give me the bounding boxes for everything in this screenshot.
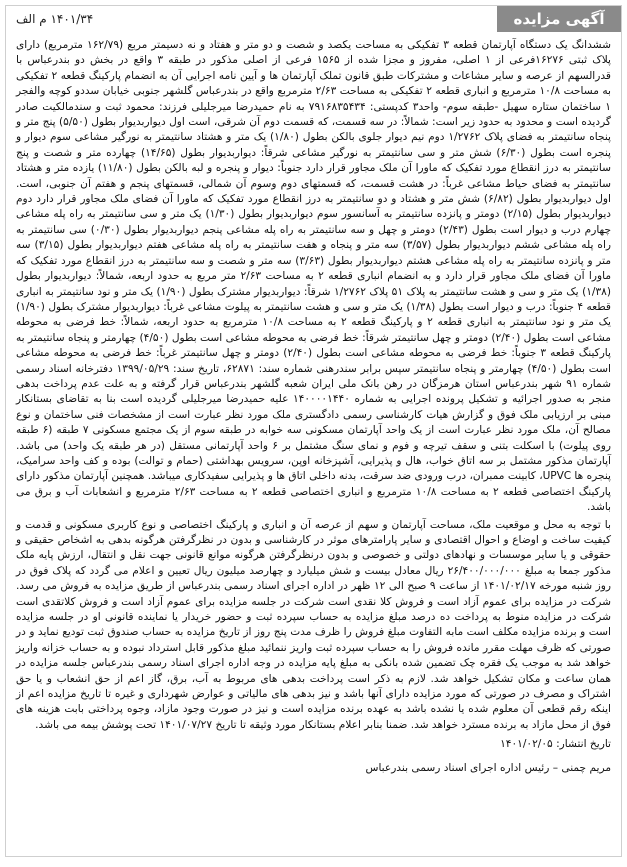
property-description-paragraph: ششدانگ یک دستگاه آپارتمان قطعه ۳ تفکیکی به مساحت یکصد و شصت و دو متر و هفتاد و نه دسیمتر مربع (۱۶۲/۷۹ مترمربع) دارای پلاک ثبتی ۱۶۲۷۶فرعی از ۱ اصلی، مفروز و مجزا شده از ۱۵۶۵ فرعی از اصلی مذکور در طبقه ۳ واقع در بخش دو بندرعباس با قدرالسهم از عرصه و سایر مشاعات و مشترکات طبق قانون تملک آپارتمان ها و آیین نامه اجرایی آن به انضمام پارکینگ قطعه ۲ تفکیکی به مساحت ۱۰/۸ مترمربع و انباری قطعه ۲ تفکیکی به مساحت ۲/۶۳ مترمربع واقع در بندرعباس گلشهر جنوبی خیابان سددو کوچه والفجر ۱ ساختمان ستاره سهیل -طبقه سوم- واحد۳ کدپستی: ۷۹۱۶۸۳۵۴۳۴ به نام حمیدرضا میرجلیلی فرزند: محمود ثبت و سندمالکیت صادر گردیده است و محدود به حدود زیر است: شمالاً: در سه قسمت، که قسمت دوم آن شرقی، است اول دیواربدیوار بطول (۵/۵۰) پنج متر و پنجاه سانتیمتر به فضای پلاک ۱/۲۷۶۲ دوم نیم دیوار جلوی بالکن بطول (۱/۸۰) یک متر و هشتاد سانتیمتر به نورگیر مشاعی سوم دیوار و پنجره است بطول (۶/۳۰) شش متر و سی سانتیمتر به نورگیر مشاعی شرقاً: دیواربدیوار بطول (۱۴/۶۵) چهارده متر و شصت و پنج سانتیمتر به درز انقطاع مورد تفکیک که ماورا آن ملک مجاور قرار دارد جنوباً: دیوار و پنجره و لبه بالکن بطول (۱۱/۸۰) یازده متر و هشتاد سانتیمتر به فضای حیاط مشاعی غرباً: در هشت قسمت، که قسمتهای دوم وسوم آن شمالی، قسمتهای پنجم و هفتم آن جنوبی، است. اول دیواربدیوار بطول (۶/۸۲) شش متر و هشتاد و دو سانتیمتر به درز انقطاع مورد تفکیک که ماورا آن فضای ملک مجاور قرار دارد دوم دیواربدیوار بطول (۲/۱۵) دومتر و پانزده سانتیمتر به آسانسور سوم دیواربدیوار بطول (۱/۳۰) یک متر و سی سانتیمتر به راه پله مشاعی چهارم درب و دیوار است بطول (۲/۴۳) دومتر و چهل و سه سانتیمتر به راه پله مشاعی پنجم دیواربدیوار بطول (۰/۳۰) سی سانتیمتر به راه پله مشاعی ششم دیواربدیوار بطول (۳/۵۷) سه متر و پنجاه و هفت سانتیمتر به راه پله مشاعی هفتم دیواربدیوار بطول (۳/۱۵) سه متر و پانزده سانتیمتر به راه پله مشاعی هشتم دیواربدیوار بطول (۳/۶۳) سه متر و شصت و سه سانتیمتر به درز انقطاع مورد تفکیک که ماورا آن فضای ملک مجاور قرار دارد و به انضمام انباری قطعه ۲ به مساحت ۲/۶۳ متر مربع به حدود اربعه، شمالاً: دیواربدیوار بطول (۱/۳۸) یک متر و سی و هشت سانتیمتر به پلاک ۵۱ پلاک ۱/۲۷۶۲ شرقاً: دیواربدیوار مشترک بطول (۱/۹۰) یک متر و نود سانتیمتر به انباری قطعه ۴ جنوباً: درب و دیوار است بطول (۱/۳۸) یک متر و سی و هشت سانتیمتر به پیلوت مشاعی غرباً: دیواربدیوار مشترک بطول (۱/۹۰) یک متر و نود سانتیمتر به انباری قطعه ۲ و پارکینگ قطعه ۲ به مساحت ۱۰/۸ مترمربع به حدود اربعه، شمالاً: خط فرضی به محوطه مشاعی است بطول (۲/۴۰) دومتر و چهل سانتیمتر شرقاً: خط فرضی به محوطه مشاعی است بطول (۴/۵۰) چهارمتر و پنجاه سانتیمتر به پارکینگ قطعه ۳ جنوباً: خط فرضی به محوطه مشاعی است بطول (۲/۴۰) دومتر و چهل سانتیمتر غرباً: خط فرضی به محوطه مشاعی است بطول (۴/۵۰) چهارمتر و پنجاه سانتیمتر سپس برابر سندرهنی شماره سند: ۶۲۸۷۱، تاریخ سند: ۱۳۹۹/۰۵/۲۹ دفترخانه اسناد رسمی شماره ۹۱ شهر بندرعباس استان هرمزگان در رهن بانک ملی ایران شعبه گلشهر بندرعباس قرار گرفته و به علت عدم پرداخت بدهی منجر به صدور اجرائیه و تشکیل پرونده اجرایی به شماره ۱۴۰۰۰۰۱۴۴۰ علیه حمیدرضا میرجلیلی گردیده است بنا به تقاضای بستانکار مبنی بر ارزیابی ملک فوق و گزارش هیات کارشناسی رسمی دادگستری ملک مورد نظر عبارت است از مشخصات فنی ساختمان و نوع مصالح آن، ملک مورد نظر عبارت است از یک واحد آپارتمان مسکونی سه خوابه در طبقه سوم از یک مجتمع مسکونی ۷ طبقه (۶ طبقه روی پیلوت) با اسکلت بتنی و سقف تیرچه و فوم و نمای سنگ مشتمل بر ۶ واحد آپارتمانی مستقل (در هر طبقه یک واحد) می باشد. آپارتمان مذکور مشتمل بر سه اتاق خواب، هال و پذیرایی، آشپزخانه اوپن، سرویس بهداشتی (حمام و توالت) بوده و کف واحد سرامیک، پنجره ها UPVC، کابینت ممبران، درب ورودی ضد سرقت، بدنه داخلی اتاق ها و پذیرایی سفیدکاری میباشد. همچنین آپارتمان مذکور دارای پارکینگ اختصاصی قطعه ۲ به مساحت ۱۰/۸ مترمربع و انباری اختصاصی قطعه ۲ به مساحت ۲/۶۳ مترمربع و انشعابات آب و برق می باشد. xyxy=(16,39,612,514)
ad-code: ۱۴۰۱/۳۴ م الف xyxy=(16,12,94,26)
notice-header xyxy=(6,6,621,32)
header-spacer xyxy=(93,6,497,32)
notice-title: آگهی مزایده xyxy=(497,6,621,32)
publish-date: تاریخ انتشار: ۱۴۰۱/۰۲/۰۵ xyxy=(500,738,611,751)
notice-body xyxy=(6,32,621,733)
signature-line: مریم چمنی – رئیس اداره اجرای اسناد رسمی بندرعباس xyxy=(365,761,611,774)
notice-footer xyxy=(6,735,621,776)
auction-terms-paragraph: با توجه به محل و موقعیت ملک، مساحت آپارتمان و سهم از عرصه آن و انباری و پارکینگ اختصاصی و نوع کاربری مسکونی و قدمت و کیفیت ساخت و اوضاع و احوال اقتصادی و سایر پارامترهای موثر در کارشناسی و بدون در نظرگرفتن هرگونه بدهی به اشخاص حقیقی و حقوقی و یا سایر موسسات و نهادهای دولتی و خصوصی و بدون درنظرگرفتن هرگونه موانع قانونی جهت نقل و انتقال، ارزش پایه ملک مذکور جمعا به مبلغ ۲۶/۴۰۰/۰۰۰/۰۰۰ ریال معادل بیست و شش میلیارد و چهارصد میلیون ریال تعیین و اعلام می گردد که پلاک فوق در روز شنبه مورخه ۱۴۰۱/۰۲/۱۷ از ساعت ۹ صبح الی ۱۲ ظهر در اداره اجرای اسناد رسمی بندرعباس از طریق مزایده به فروش می رسد. شرکت در مزایده برای عموم آزاد است و فروش کلا نقدی است شرکت در جلسه مزایده برای عموم آزاد است و فروش کلاتقدی است شرکت در مزایده منوط به پرداخت ده درصد مبلغ مزایده به حساب سپرده ثبت و حضور خریدار یا نماینده قانونی او در جلسه مزایده است و برنده مزایده مکلف است مابه التفاوت مبلغ فروش را ظرف مدت پنج روز از تاریخ مزایده به حساب صندوق ثبت تودیع نماید و در صورتی که ظرف مهلت مقرر مانده فروش را به حساب سپرده ثبت واریز ننمائید مبلغ مذکور قابل استرداد نبوده و به حساب خزانه واریز خواهد شد به موجب یک فقره چک تضمین شده بانکی به مبلغ پایه مزایده در وجه اداره اجرای اسناد رسمی بندرعباس جلسه مزایده در همان ساعت و مکان تشکیل خواهد شد. لازم به ذکر است پرداخت بدهی های مربوط به آب، برق، گاز اعم از حق انشعاب و یا حق اشتراک و مصرف در صورتی که مورد مزایده دارای آنها باشد و نیز بدهی های مالیاتی و عوارض شهرداری و غیره تا تاریخ مزایده اعم از اینکه رقم قطعی آن معلوم شده یا نشده باشد به عهده برنده مزایده است و نیز در صورت وجود مازاد، وجوه پرداختی بابت هزینه های فوق از محل مازاد به برنده مسترد خواهد شد. ضمنا بنابر اعلام بستانکار مورد وثیقه تا تاریخ ۱۴۰۱/۰۷/۲۷ تحت پوشش بیمه می باشد. xyxy=(16,518,611,731)
auction-notice xyxy=(5,5,622,857)
